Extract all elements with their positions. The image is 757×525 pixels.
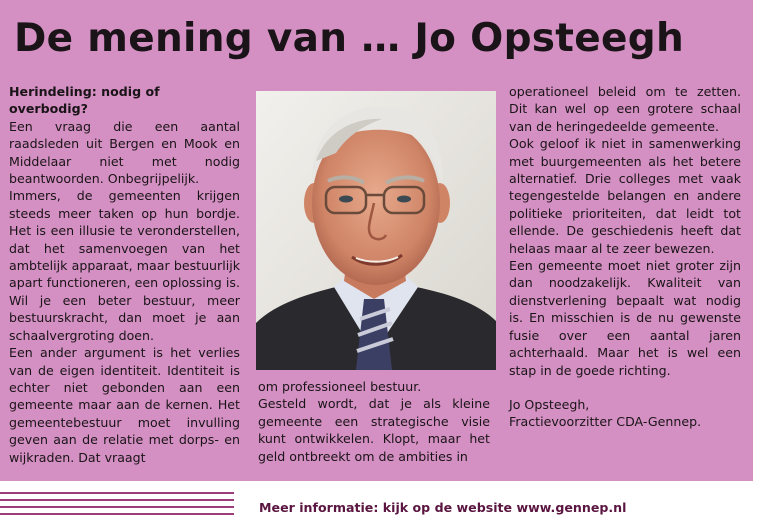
article-column-2	[258, 378, 490, 465]
article-column-3	[509, 83, 741, 431]
divider	[0, 499, 234, 501]
article-column-1	[9, 83, 240, 466]
paragraph: Immers, de gemeenten krijgen steeds meer taken op hun bordje. Het is een illusie te veronderstellen, dat het samenvoegen van het ambtelijk apparaat, maar bestuurlijk apart functioneren, een oplossing is. Wil je een beter bestuur, meer bestuurskracht, dan moet je aan schaalvergroting doen.	[9, 188, 240, 343]
portrait-photo	[256, 91, 496, 370]
decorative-rules	[0, 492, 234, 522]
paragraph: Een vraag die een aantal raadsleden uit Bergen en Mook en Middelaar niet met nodig beantwoorden. Onbegrijpelijk.	[9, 118, 240, 187]
paragraph: Gesteld wordt, dat je als kleine gemeente een strategische visie kunt ontwikkelen. Klopt, maar het geld ontbreekt om de ambities in	[258, 396, 490, 464]
paragraph: om professioneel bestuur.	[258, 379, 422, 394]
paragraph: Ook geloof ik niet in samenwerking met buurgemeenten als het betere alternatief. Drie colleges met vaak tegengestelde belangen en andere politieke prioriteiten, dat leidt tot ellende. De geschiedenis heeft dat helaas maar al te zeer bewezen.	[509, 136, 741, 256]
spacer	[509, 379, 741, 396]
paragraph: operationeel beleid om te zetten. Dit kan wel op een grotere schaal van de heringedeelde gemeente.	[509, 84, 741, 134]
article-heading: Herindeling: nodig of overbodig?	[9, 84, 160, 117]
divider	[0, 513, 234, 515]
divider	[0, 492, 234, 494]
signature-role: Fractievoorzitter CDA-Gennep.	[509, 414, 702, 430]
signature-name: Jo Opsteegh,	[509, 396, 590, 412]
paragraph: Een gemeente moet niet groter zijn dan noodzakelijk. Kwaliteit van dienstverlening bepaalt wat nodig is. En misschien is de nu gewenste fusie over een aantal jaren achterhaald. Maar het is wel een stap in de goede richting.	[509, 258, 741, 378]
paragraph: Een ander argument is het verlies van de eigen identiteit. Identiteit is echter niet gebonden aan een gemeente maar aan de kernen. Het gemeentebestuur moet invulling geven aan de relatie met dorps- en wijkraden. Dat vraagt	[9, 345, 240, 465]
divider	[0, 506, 234, 508]
footer-link-text: Meer informatie: kijk op de website www.gennep.nl	[259, 500, 627, 515]
article-title: De mening van … Jo Opsteegh	[14, 16, 685, 61]
